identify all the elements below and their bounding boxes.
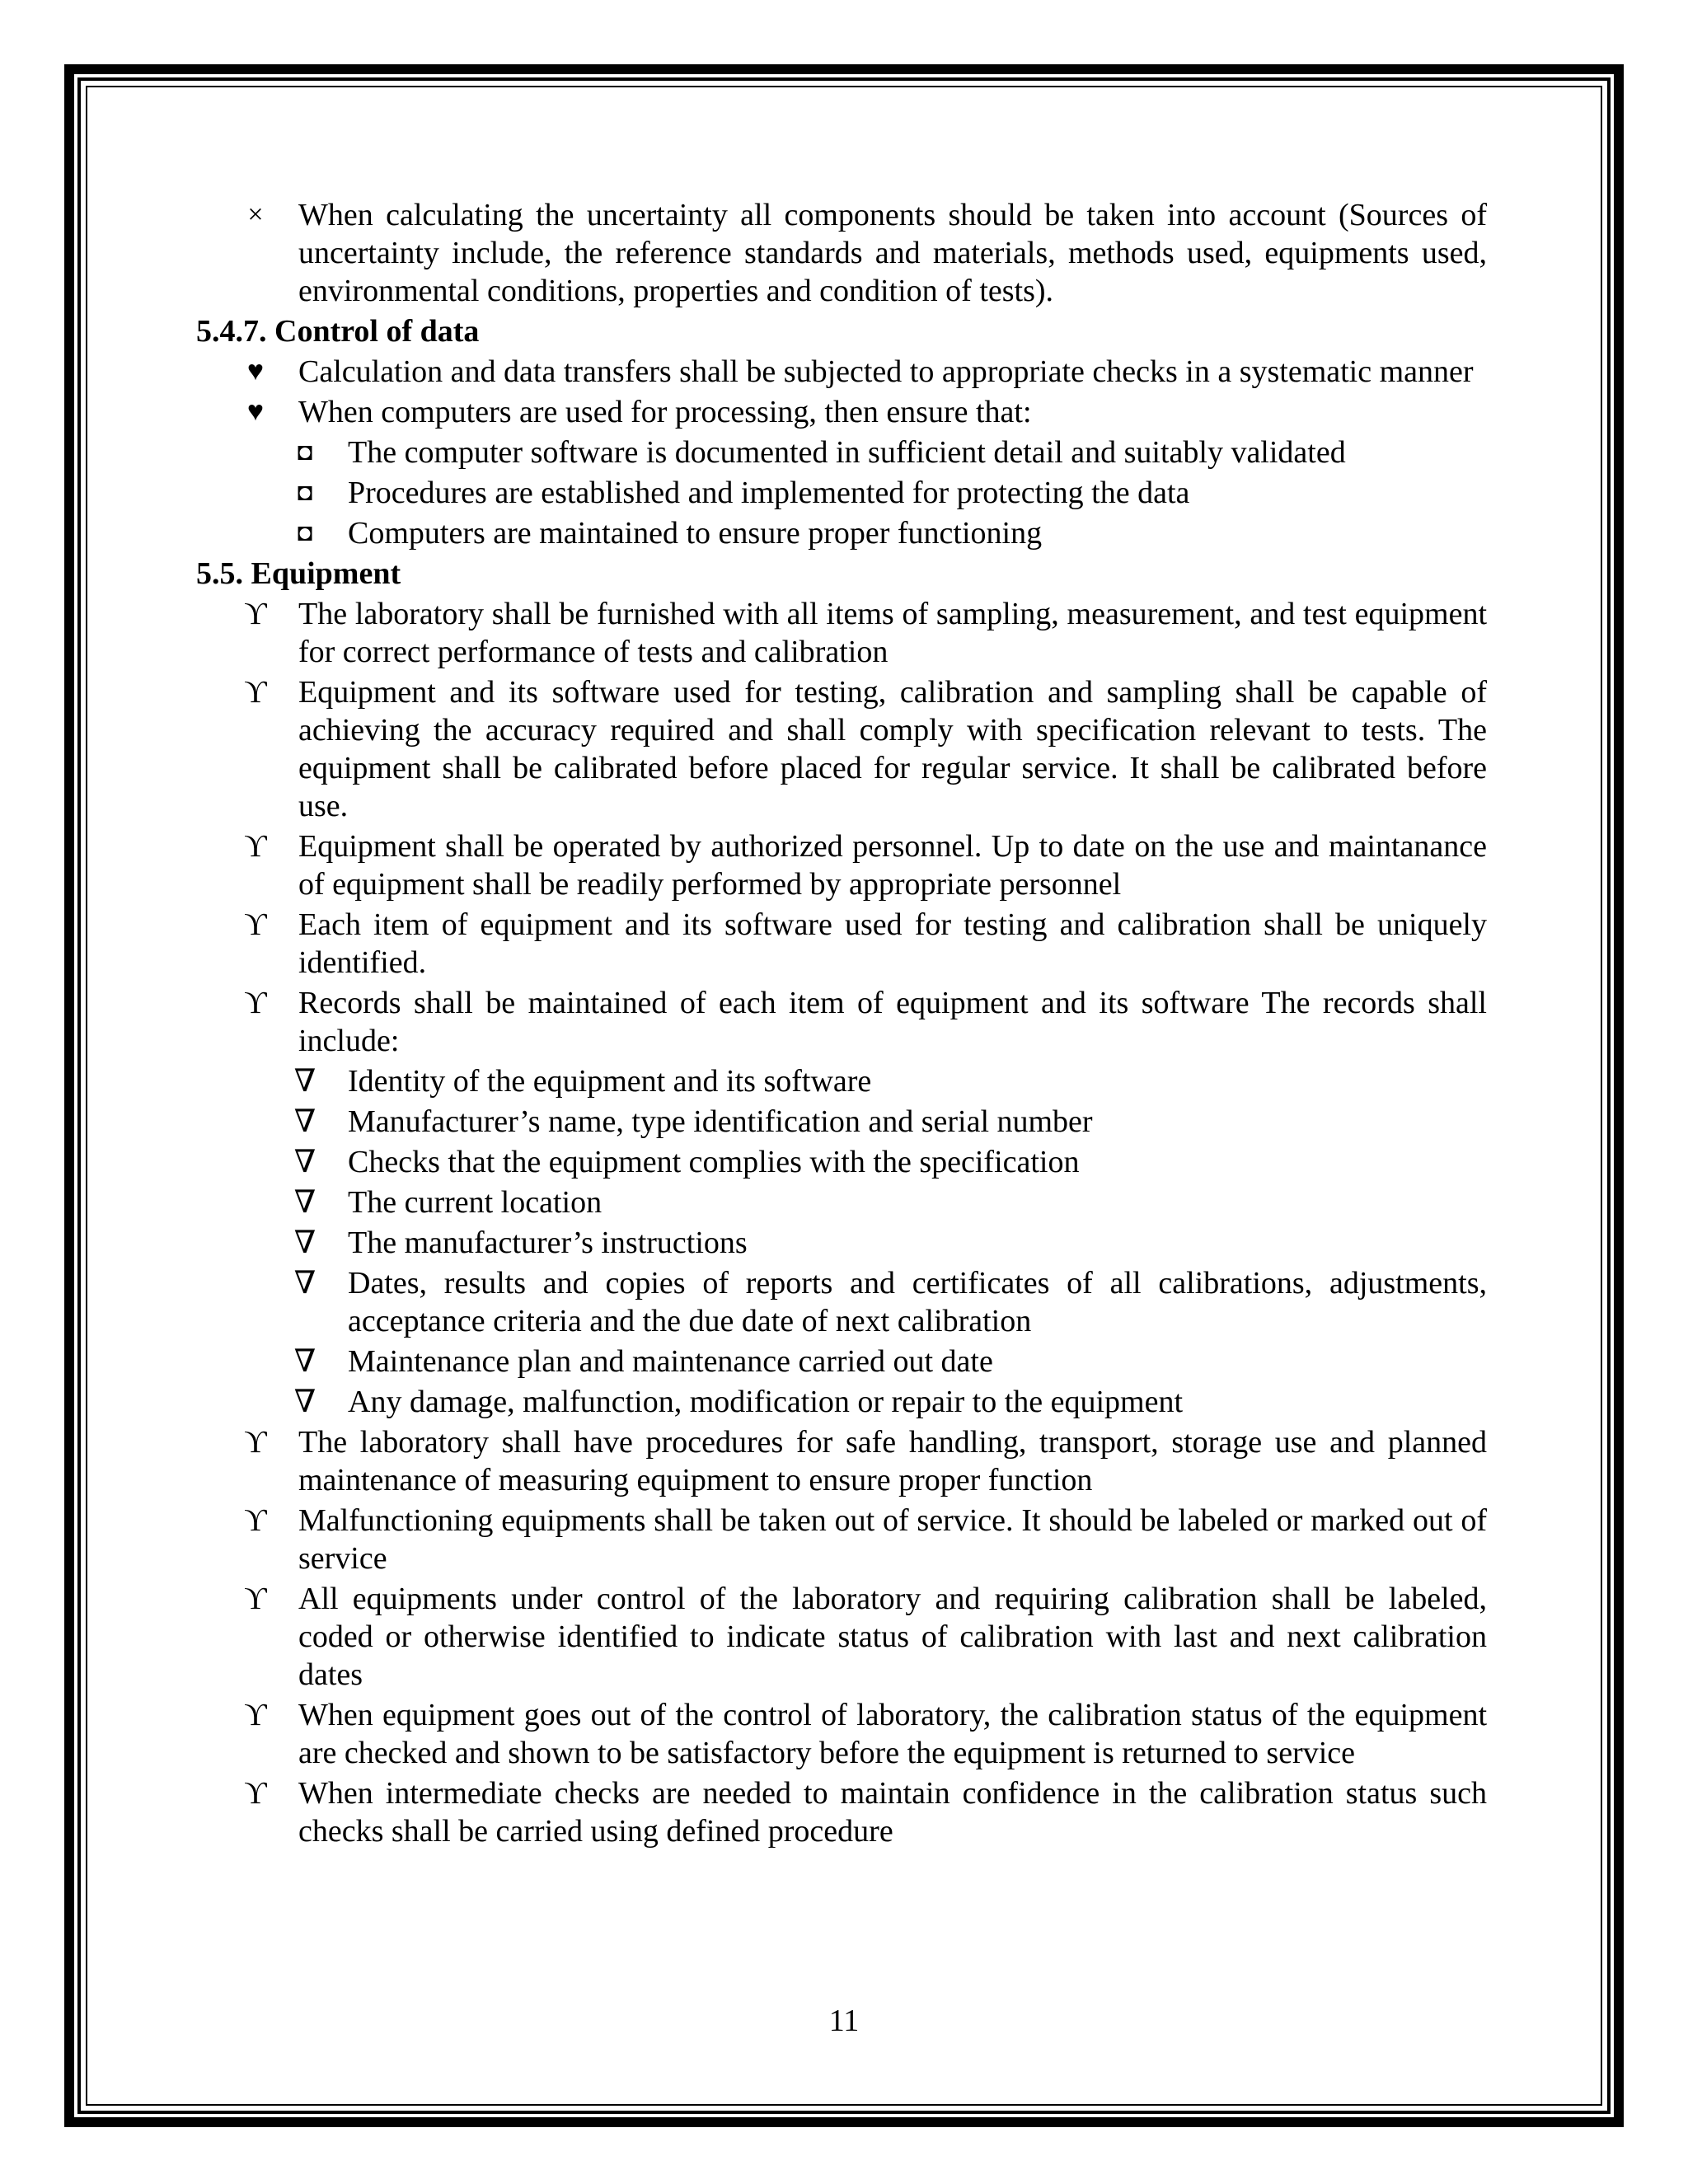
- sub-list-item: [196, 1183, 1487, 1221]
- list-item-text: When intermediate checks are needed to maintain confidence in the calibration status such checks shall be carried using defined procedure: [298, 1776, 1487, 1849]
- list-item-text: When equipment goes out of the control of laboratory, the calibration status of the equipment are checked and shown to be satisfactory before the equipment is returned to service: [298, 1698, 1487, 1770]
- list-item-text: All equipments under control of the laboratory and requiring calibration shall be labeled, coded or otherwise identified to indicate status of calibration with last and next calibration dates: [298, 1582, 1487, 1692]
- list-item-text: When computers are used for processing, then ensure that:: [298, 395, 1032, 429]
- nabla-bullet-icon: ∇: [293, 1104, 316, 1139]
- sub-list-item-text: Identity of the equipment and its software: [348, 1064, 872, 1099]
- upsilon-bullet-icon: ϒ: [244, 1425, 267, 1460]
- times-bullet-icon: ×: [247, 199, 264, 230]
- section-heading-control-of-data: 5.4.7. Control of data: [196, 314, 480, 349]
- sub-list-item: [196, 1143, 1487, 1181]
- upsilon-bullet-icon: ϒ: [244, 675, 267, 710]
- list-item: [196, 1580, 1487, 1694]
- upsilon-bullet-icon: ϒ: [244, 597, 267, 631]
- sub-list-item: [196, 474, 1487, 512]
- list-item: [196, 827, 1487, 903]
- sub-list-item: [196, 514, 1487, 552]
- sub-list-item-text: Dates, results and copies of reports and certificates of all calibrations, adjustments, acceptance criteria and the due date of next calibration: [348, 1266, 1487, 1338]
- list-item-text: Records shall be maintained of each item of equipment and its software The records shall include:: [298, 986, 1487, 1058]
- section-heading-equipment: 5.5. Equipment: [196, 556, 401, 591]
- sub-list-item: [196, 1264, 1487, 1340]
- square-bullet-icon: ◘: [297, 438, 313, 466]
- list-item: [196, 196, 1487, 310]
- list-item-text: Equipment and its software used for testing, calibration and sampling shall be capable of achieving the accuracy required and shall comply with specification relevant to tests. The equipment shall be calibrated before placed for regular service. It shall be calibrated before use.: [298, 675, 1487, 823]
- sub-list-item: [196, 1383, 1487, 1421]
- sub-list-item-text: Any damage, malfunction, modification or repair to the equipment: [348, 1385, 1184, 1419]
- sub-list-item-text: Procedures are established and implemented for protecting the data: [348, 476, 1190, 510]
- list-item: [196, 1502, 1487, 1577]
- list-item-text: When calculating the uncertainty all components should be taken into account (Sources of uncertainty include, the reference standards and materials, methods used, equipments used, environmental conditions, properties and condition of tests).: [298, 198, 1487, 308]
- sub-list-item: [196, 1062, 1487, 1100]
- sub-list-item: [196, 1224, 1487, 1262]
- heart-bullet-icon: ♥: [246, 356, 265, 387]
- list-item: [196, 393, 1487, 431]
- sub-list-item: [196, 1103, 1487, 1141]
- upsilon-bullet-icon: ϒ: [244, 1582, 267, 1616]
- list-item: [196, 673, 1487, 825]
- list-item: [196, 984, 1487, 1060]
- list-item-text: Malfunctioning equipments shall be taken out of service. It should be labeled or marked out of service: [298, 1503, 1487, 1576]
- list-item: [196, 353, 1487, 391]
- upsilon-bullet-icon: ϒ: [244, 1503, 267, 1538]
- list-item: [196, 906, 1487, 982]
- sub-list-item-text: The current location: [348, 1185, 603, 1220]
- upsilon-bullet-icon: ϒ: [244, 829, 267, 864]
- list-item-text: Each item of equipment and its software used for testing and calibration shall be uniquely identified.: [298, 907, 1487, 980]
- sub-list-item-text: The computer software is documented in sufficient detail and suitably validated: [348, 435, 1346, 470]
- nabla-bullet-icon: ∇: [293, 1064, 316, 1099]
- square-bullet-icon: ◘: [297, 519, 313, 546]
- heart-bullet-icon: ♥: [246, 396, 265, 427]
- nabla-bullet-icon: ∇: [293, 1185, 316, 1220]
- square-bullet-icon: ◘: [297, 479, 313, 506]
- nabla-bullet-icon: ∇: [293, 1344, 316, 1379]
- sub-list-item-text: Computers are maintained to ensure proper functioning: [348, 516, 1043, 551]
- page-content: [196, 196, 1487, 1853]
- upsilon-bullet-icon: ϒ: [244, 907, 267, 942]
- sub-list-item: [196, 1343, 1487, 1380]
- sub-list-item-text: The manufacturer’s instructions: [348, 1226, 748, 1260]
- list-item: [196, 1774, 1487, 1850]
- nabla-bullet-icon: ∇: [293, 1266, 316, 1301]
- nabla-bullet-icon: ∇: [293, 1226, 316, 1260]
- nabla-bullet-icon: ∇: [293, 1385, 316, 1419]
- sub-list-item-text: Manufacturer’s name, type identification and serial number: [348, 1104, 1093, 1139]
- list-item: [196, 1696, 1487, 1772]
- page-number: 11: [828, 2004, 860, 2038]
- list-item-text: Calculation and data transfers shall be subjected to appropriate checks in a systematic manner: [298, 354, 1474, 389]
- list-item-text: The laboratory shall have procedures for safe handling, transport, storage use and planned maintenance of measuring equipment to ensure proper function: [298, 1425, 1487, 1497]
- sub-list-item-text: Maintenance plan and maintenance carried out date: [348, 1344, 993, 1379]
- nabla-bullet-icon: ∇: [293, 1145, 316, 1179]
- sub-list-item-text: Checks that the equipment complies with the specification: [348, 1145, 1080, 1179]
- list-item: [196, 595, 1487, 671]
- list-item: [196, 1423, 1487, 1499]
- upsilon-bullet-icon: ϒ: [244, 986, 267, 1020]
- upsilon-bullet-icon: ϒ: [244, 1698, 267, 1732]
- list-item-text: The laboratory shall be furnished with all items of sampling, measurement, and test equipment for correct performance of tests and calibration: [298, 597, 1487, 669]
- list-item-text: Equipment shall be operated by authorized personnel. Up to date on the use and maintanance of equipment shall be readily performed by appropriate personnel: [298, 829, 1487, 902]
- upsilon-bullet-icon: ϒ: [244, 1776, 267, 1811]
- sub-list-item: [196, 434, 1487, 471]
